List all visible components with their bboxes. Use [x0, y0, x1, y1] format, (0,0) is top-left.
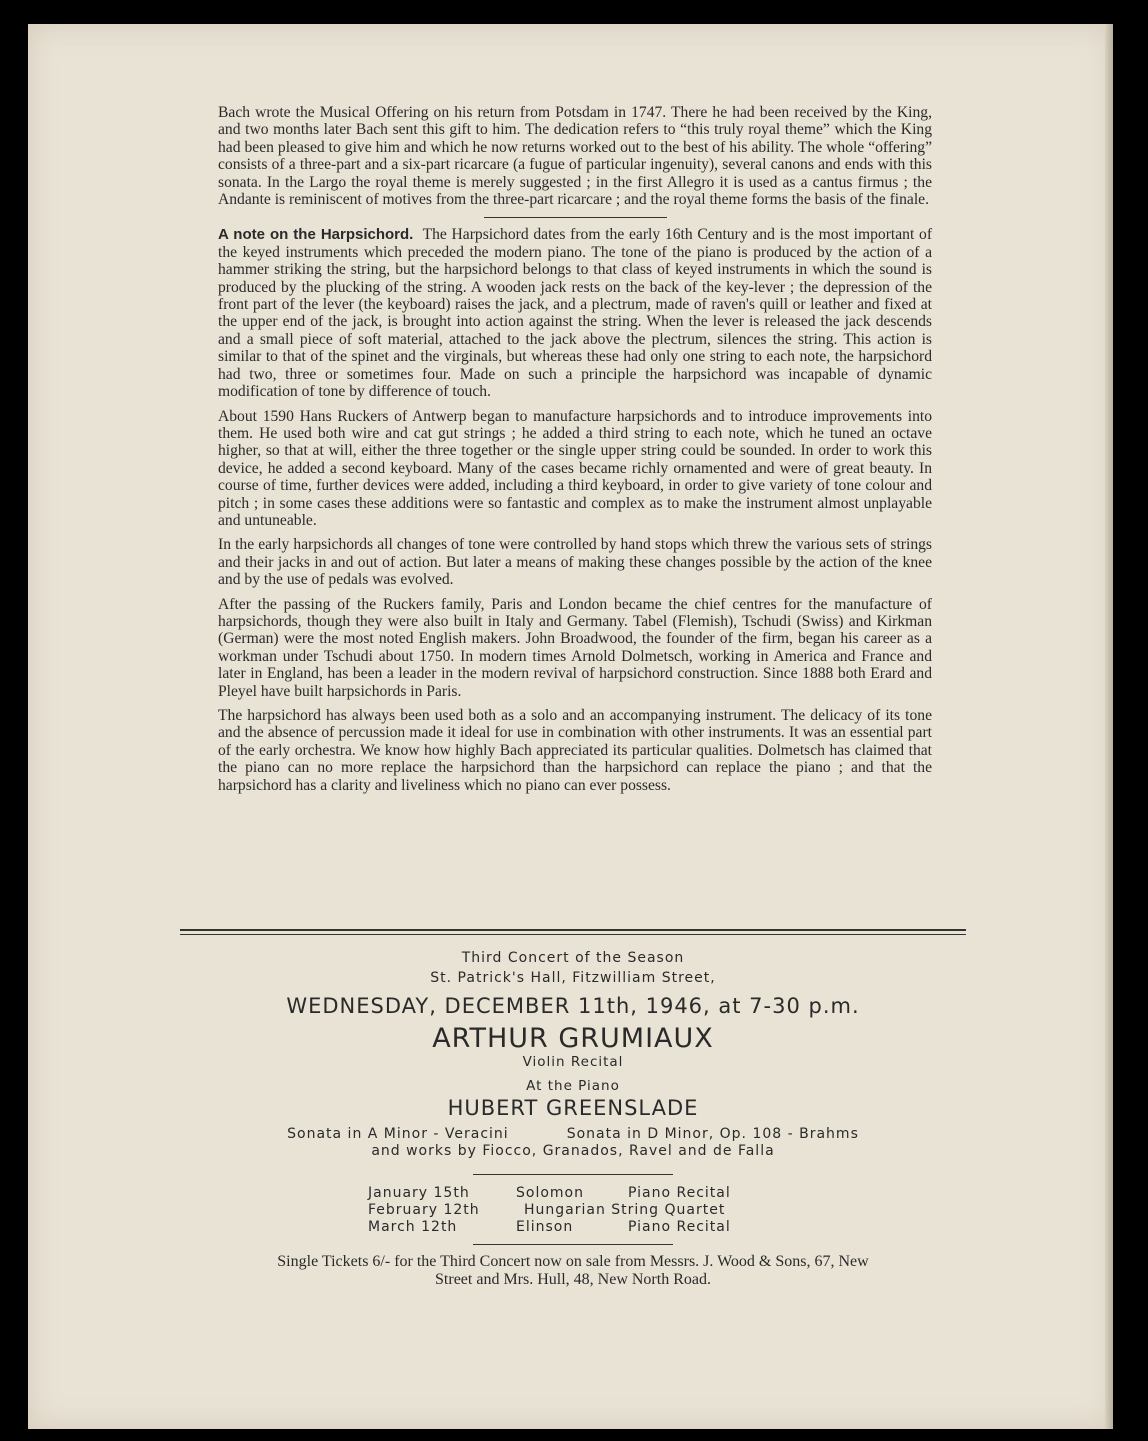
ticket-info-line-1: Single Tickets 6/- for the Third Concert now on sale from Messrs. J. Wood & Sons, 67, New: [277, 1253, 869, 1270]
schedule-performer: Solomon: [516, 1185, 584, 1201]
musical-offering-paragraph: Bach wrote the Musical Offering on his return from Potsdam in 1747. There he had been received by the King, and two months later Bach sent this gift to him. The dedication refers to “this truly royal theme” which the King had been pleased to give him and which he now returns worked out to the best of his ability. The whole “offering” consists of a three-part and a six-part ricarcare (a fugue of particular ingenuity), several canons and ends with this sonata. In the Largo the royal theme is merely suggested ; in the first Allegro it is used as a cantus firmus ; the Andante is reminiscent of motives from the three-part ricarcare ; and the royal theme forms the basis of the finale.: [218, 104, 932, 209]
harpsichord-paragraph-3: In the early harpsichords all changes of tone were controlled by hand stops which threw the various sets of strings and their jacks in and out of action. But later a means of making these changes possible by the action of the knee and by the use of pedals was evolved.: [218, 536, 932, 589]
concert-pianist: HUBERT GREENSLADE: [447, 1096, 699, 1120]
harpsichord-paragraph-2: About 1590 Hans Ruckers of Antwerp began to manufacture harpsichords and to introduce improvements into them. He used both wire and cat gut strings ; he added a third string to each note, which he tuned an octave higher, so that at will, either the three together or the single upper string could be sounded. In order to work this device, he added a second keyboard. Many of the cases became richly ornamented and were of great beauty. In course of time, further devices were added, including a third keyboard, in order to give variety of tone colour and pitch ; in some cases these additions were so fantastic and complex as to make the instrument almost unplayable and untuneable.: [218, 407, 932, 529]
schedule-divider-bottom: [473, 1244, 673, 1245]
concert-venue: St. Patrick's Hall, Fitzwilliam Street,: [430, 970, 716, 986]
article-body: [218, 104, 932, 801]
harpsichord-heading: A note on the Harpsichord.: [218, 226, 414, 244]
concert-season: Third Concert of the Season: [461, 950, 685, 966]
harpsichord-paragraph-4: After the passing of the Ruckers family, Paris and London became the chief centres for the manufacture of harpsichords, though they were also built in Italy and Germany. Tabel (Flemish), Tschudi (Swiss) and Kirkman (German) were the most noted English makers. John Broadwood, the founder of the firm, began his career as a workman under Tschudi about 1750. In modern times Arnold Dolmetsch, working in America and France and later in England, has been a leader in the modern revival of harpsichord construction. Since 1888 both Erard and Pleyel have built harpsichords in Paris.: [218, 595, 932, 700]
double-divider: [180, 929, 966, 935]
schedule-type: Piano Recital: [628, 1185, 731, 1201]
concert-programme: [168, 1126, 978, 1160]
schedule-performer: Elinson: [516, 1219, 574, 1235]
schedule-divider-top: [473, 1174, 673, 1175]
concert-at-piano: At the Piano: [526, 1078, 620, 1094]
schedule-date: January 15th: [368, 1185, 470, 1201]
concert-artist: ARTHUR GRUMIAUX: [432, 1023, 714, 1054]
page-edge: [1105, 24, 1113, 1429]
schedule-performer: Hungarian String Quartet: [524, 1202, 726, 1218]
season-schedule: [168, 1185, 978, 1236]
ticket-info-line-2: Street and Mrs. Hull, 48, New North Road.: [435, 1271, 711, 1288]
harpsichord-paragraph-1: [218, 226, 932, 400]
schedule-date: February 12th: [368, 1202, 480, 1218]
programme-other-works: and works by Fiocco, Granados, Ravel and de Falla: [371, 1143, 775, 1159]
programme-page: [28, 24, 1113, 1429]
concert-recital-type: Violin Recital: [522, 1054, 624, 1070]
schedule-date: March 12th: [368, 1219, 458, 1235]
programme-sonata-right: Sonata in D Minor, Op. 108 - Brahms: [566, 1126, 859, 1142]
harpsichord-paragraph-5: The harpsichord has always been used both as a solo and an accompanying instrument. The delicacy of its tone and the absence of percussion made it ideal for use in combination with other instruments. It was an essential part of the early orchestra. We know how highly Bach appreciated its particular qualities. Dolmetsch has claimed that the piano can no more replace the harpsichord than the harpsichord can replace the piano ; and that the harpsichord has a clarity and liveliness which no piano can ever possess.: [218, 707, 932, 794]
programme-sonatas: [168, 1126, 978, 1143]
ticket-info: [168, 1253, 978, 1289]
concert-date: WEDNESDAY, DECEMBER 11th, 1946, at 7-30 p.m.: [286, 994, 860, 1018]
section-divider: [484, 217, 667, 218]
schedule-type: Piano Recital: [628, 1219, 731, 1235]
harpsichord-paragraph-1-text: The Harpsichord dates from the early 16th Century and is the most important of the keyed instruments which preceded the modern piano. The tone of the piano is produced by the action of a hammer striking the string, but the harpsichord belongs to that class of keyed instruments in which the sound is produced by the plucking of the string. A wooden jack rests on the back of the key-lever ; the depression of the front part of the lever (the keyboard) raises the jack, and a plectrum, made of raven's quill or leather and fixed at the upper end of the jack, is brought into action against the string. When the lever is released the jack descends and a small piece of soft material, attached to the jack above the plectrum, silences the string. This action is similar to that of the spinet and the virginals, but whereas these had only one string to each note, the harpsichord had two, three or sometimes four. Made on such a principle the harpsichord was incapable of dynamic modification of tone by difference of touch.: [218, 226, 933, 401]
concert-announcement: [168, 946, 978, 1289]
programme-sonata-left: Sonata in A Minor - Veracini: [287, 1126, 509, 1142]
